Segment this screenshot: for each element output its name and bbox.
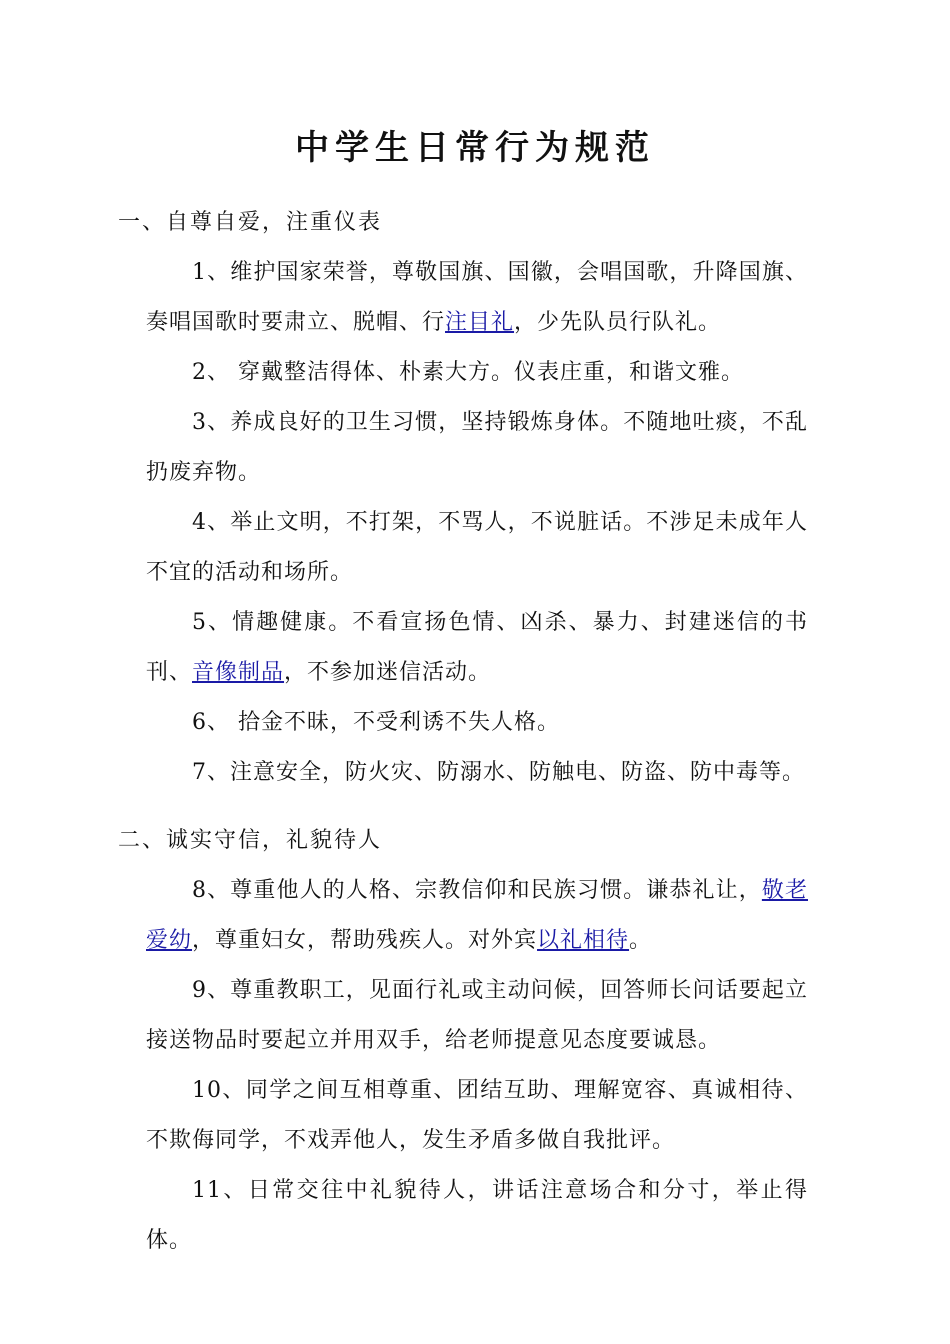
- link-jinglao-aiyou[interactable]: 敬老爱幼: [146, 878, 808, 953]
- rule-item-5: [146, 598, 808, 698]
- rule-item-7: [146, 748, 808, 798]
- rule-text: 10、同学之间互相尊重、团结互助、理解宽容、真诚相待、不欺侮同学，不戏弄他人，发生矛盾多做自我批评。: [146, 1078, 808, 1153]
- rule-text: 。: [629, 928, 653, 953]
- rule-item-4: [146, 498, 808, 598]
- rule-text: ，不参加迷信活动。: [284, 660, 492, 685]
- rule-item-10: [146, 1066, 808, 1166]
- rule-text: 1、维护国家荣誉，尊敬国旗、国徽，会唱国歌，升降国旗、奏唱国歌时要肃立、脱帽、行: [146, 260, 808, 335]
- rule-text: ，少先队员行队礼。: [514, 310, 722, 335]
- rule-text: 2、 穿戴整洁得体、朴素大方。仪表庄重，和谐文雅。: [192, 360, 744, 385]
- rule-text: 7、注意安全，防火灾、防溺水、防触电、防盗、防中毒等。: [192, 760, 805, 785]
- rule-item-1: [146, 248, 808, 348]
- rule-text: 3、养成良好的卫生习惯，坚持锻炼身体。不随地吐痰，不乱扔废弃物。: [146, 410, 808, 485]
- rule-text: ，尊重妇女，帮助残疾人。对外宾: [192, 928, 538, 953]
- rule-item-3: [146, 398, 808, 498]
- link-yili-xiangdai[interactable]: 以礼相待: [537, 928, 630, 953]
- rule-item-2: [146, 348, 808, 398]
- link-zhumuli[interactable]: 注目礼: [445, 310, 515, 335]
- rule-item-8: [146, 866, 808, 966]
- rule-text: 6、 拾金不昧，不受利诱不失人格。: [192, 710, 560, 735]
- rule-text: 9、尊重教职工，见面行礼或主动问候，回答师长问话要起立接送物品时要起立并用双手，给老师提意见态度要诚恳。: [146, 978, 808, 1053]
- document-title: 中学生日常行为规范: [295, 128, 655, 168]
- rule-item-6: [146, 698, 808, 748]
- rule-text: 11、日常交往中礼貌待人，讲话注意场合和分寸，举止得体。: [146, 1178, 808, 1253]
- rule-text: 5、情趣健康。不看宣扬色情、凶杀、暴力、封建迷信的书刊、: [146, 610, 808, 685]
- link-yinxiang-zhipin[interactable]: 音像制品: [192, 660, 285, 685]
- section-heading-1: 一、自尊自爱，注重仪表: [118, 210, 383, 235]
- rule-text: 8、尊重他人的人格、宗教信仰和民族习惯。谦恭礼让，: [192, 878, 762, 903]
- rule-text: 4、举止文明，不打架，不骂人，不说脏话。不涉足未成年人不宜的活动和场所。: [146, 510, 808, 585]
- rule-item-9: [146, 966, 808, 1066]
- rule-item-11: [146, 1166, 808, 1266]
- section-heading-2: 二、诚实守信，礼貌待人: [118, 828, 383, 853]
